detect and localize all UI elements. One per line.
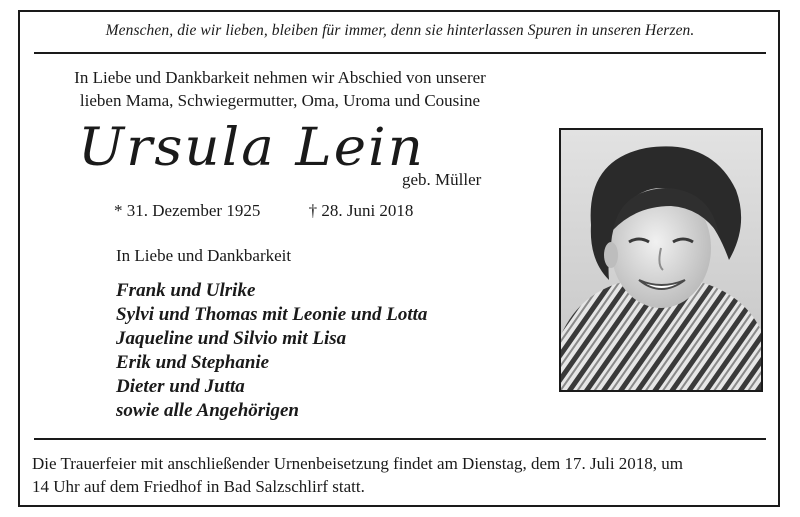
family-member: Frank und Ulrike (116, 280, 256, 301)
divider-bottom (34, 438, 766, 440)
portrait-illustration (561, 130, 761, 390)
family-member: Jaqueline und Silvio mit Lisa (116, 328, 347, 349)
funeral-details-line-2: 14 Uhr auf dem Friedhof in Bad Salzschlirf statt. (32, 477, 365, 496)
family-member: Sylvi und Thomas mit Leonie und Lotta (116, 304, 428, 325)
closing-phrase: In Liebe und Dankbarkeit (116, 246, 292, 265)
family-member: Erik und Stephanie (116, 352, 270, 373)
family-member: Dieter und Jutta (116, 376, 245, 397)
divider-top (34, 52, 766, 54)
death-date: † 28. Juni 2018 (308, 201, 414, 220)
funeral-details-line-1: Die Trauerfeier mit anschließender Urnenbeisetzung findet am Dienstag, dem 17. Juli 2018, um (32, 454, 684, 473)
birth-date: * 31. Dezember 1925 (114, 201, 261, 220)
life-dates (114, 201, 413, 221)
motto-quote: Menschen, die wir lieben, bleiben für immer, denn sie hinterlassen Spuren in unseren Herzen. (105, 22, 695, 39)
funeral-details (32, 452, 777, 498)
intro-text (40, 66, 520, 112)
intro-line-1: In Liebe und Dankbarkeit nehmen wir Abschied von unserer (74, 68, 486, 87)
family-list (116, 279, 427, 423)
portrait-photo (559, 128, 763, 392)
intro-line-2: lieben Mama, Schwiegermutter, Oma, Uroma und Cousine (79, 91, 481, 110)
family-member: sowie alle Angehörigen (116, 400, 299, 421)
deceased-name: Ursula Lein (78, 118, 425, 178)
deceased-name-block (78, 118, 425, 198)
maiden-name: geb. Müller (402, 170, 482, 189)
